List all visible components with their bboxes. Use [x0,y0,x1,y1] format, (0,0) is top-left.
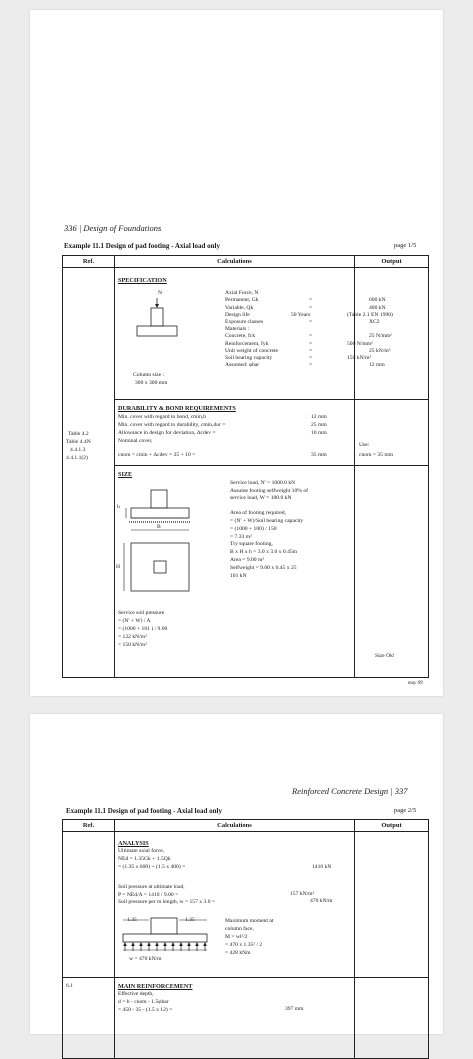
dim-H-label: H [116,564,121,571]
spec-label-2: Variable, Qk [225,304,254,311]
ref-column [63,268,115,678]
spec-sep-9: = [309,355,313,362]
column-size-value: 300 x 300 mm [135,380,168,387]
spec-label-4: Exposure classes [225,319,264,326]
column-footing-sketch [135,290,195,350]
spec-sep-10: = [309,362,313,369]
size-area-line-6: Area = 9.00 m² [230,557,265,564]
spec-value-10: 12 mm [369,362,385,369]
col-calc-header: Calculations [115,820,355,832]
size-area-line-4: Try square footing, [230,541,273,548]
section-analysis: ANALYSIS [118,840,149,848]
spec-label-8: Unit weight of concrete [225,347,278,354]
moment-line-0: Maximum moment at [225,918,274,925]
size-area-line-8: 101 kN [230,572,247,579]
analysis-line-2: = (1.35 x 600) + (1.5 x 400) = [118,864,186,871]
analysis-line-0: Ultimate axial force, [118,848,165,855]
col-ref-header: Ref. [63,820,115,832]
spec-value-8: 25 kN/m³ [369,347,391,354]
size-area-line-3: = 7.33 m² [230,533,252,540]
spec-sep-4: = [309,319,313,326]
section-durability: DURABILITY & BOND REQUIREMENTS [118,405,236,413]
page-header: 336 | Design of Foundations [64,223,162,233]
durability-value-2: 10 mm [311,430,327,437]
size-area-line-2: = (1000 + 100) / 150 [230,525,277,532]
spec-sep-2: = [309,304,313,311]
durability-line-0: Min. cover with regard to bond, cmin,b [118,414,207,421]
main-reinf-line-0: Effective depth, [118,991,154,998]
col-calc-header: Calculations [115,256,355,268]
ned-value: 1410 kN [312,864,332,871]
durability-value-1: 25 mm [311,422,327,429]
spec-sep-8: = [309,347,313,354]
section-main-reinforcement: MAIN REINFORCEMENT [118,983,193,991]
size-area-line-1: = (N' + W)/Soil bearing capacity [230,518,304,525]
line-load-value: 470 kN/m [310,898,333,905]
main-reinf-line-1: d = h - cnom - 1.5φbar [118,999,169,1006]
nominal-cover-formula: cnom = cmin + Δcdev = 25 + 10 = [118,452,196,459]
col-output-header: Output [355,256,429,268]
output-column [347,268,429,678]
size-pressure-line-0: Service soil pressure [118,610,165,617]
spec-label-6: Concrete, fck [225,333,256,340]
column-size-label: Column size : [133,372,165,379]
pressure-line-1: P = NEd/A = 1410 / 9.00 = [118,891,179,898]
dim-right: 1.35 [185,917,195,924]
spec-value-2: 400 kN [369,304,386,311]
page-number: page 2/5 [394,807,417,814]
col-output-header: Output [355,820,429,832]
moment-line-3: = 470 x 1.35² / 2 [225,942,263,949]
spec-value-1: 600 kN [369,297,386,304]
pressure-line-2: Soil pressure per m length, w = 157 x 3.0 = [118,899,216,906]
size-pressure-line-4: < 150 kN/m² [118,642,147,649]
spec-sep-1: = [309,297,313,304]
size-area-line-7: Selfweight = 9.00 x 0.45 x 25 [230,564,297,571]
ref-6-1: 6.1 [66,983,73,990]
moment-line-2: M = wl²/2 [225,934,248,941]
use-value: cnom = 35 mm [359,452,394,459]
ref-table-4-4n: Table 4.4N [66,439,91,446]
durability-line-3: Nominal cover, [118,438,153,445]
size-service-line-0: Service load, N' = 1000.0 kN [230,480,296,487]
ref-table-4-2: Table 4.2 [68,431,89,438]
ref-4-4-1-3: 4.4.1.3 [70,447,86,454]
page-header: Reinforced Concrete Design | 337 [292,786,408,796]
pressure-value: 157 kN/m² [290,891,315,898]
signature-note: may 09 [408,681,423,686]
spec-value-3: (Table 2.1 EN 1990) [347,311,393,318]
spec-sep-3: 50 Years [291,311,311,318]
dim-b-label: B [157,524,161,531]
effective-depth-value: 397 mm [285,1006,304,1013]
page-336 [30,10,443,696]
axial-load-label: N [158,290,163,297]
spec-value-7: 500 N/mm² [347,340,373,347]
spec-label-9: Soil bearing capacity [225,355,273,362]
size-pressure-line-2: = (1000 + 101 ) / 9.00 [118,626,168,633]
main-reinf-line-2: = 450 - 35 - (1.5 x 12) = [118,1007,173,1014]
size-service-line-2: service load, W = 100.0 kN [230,495,292,502]
size-service-line-1: Assume footing selfweight 10% of [230,487,308,494]
durability-line-1: Min. cover with regard to durability, cmin,dur = [118,422,226,429]
spec-sep-7: = [309,340,313,347]
use-label: Use: [359,442,370,449]
calc-column [115,268,355,678]
spec-label-0: Axial Force, N [225,290,259,297]
spec-label-3: Design life [225,311,250,318]
section-size: SIZE [118,471,133,479]
page-number: page 1/5 [394,242,417,249]
calculation-table [62,255,429,678]
durability-line-2: Allowance in design for deviation, Δcdev = [118,430,216,437]
col-ref-header: Ref. [63,256,115,268]
page-337 [30,714,443,1034]
dim-h-label: h [117,504,120,511]
footing-elevation-plan-sketch [121,488,213,608]
spec-value-9: 150 kN/m² [347,355,372,362]
size-area-line-0: Area of footing required, [230,510,286,517]
spec-label-1: Permanent, Gk [225,297,259,304]
moment-line-1: column face, [225,926,254,933]
pressure-line-0: Soil pressure at ultimate load, [118,884,185,891]
size-pressure-line-1: = (N' + W) / A [118,618,151,625]
spec-label-5: Materials : [225,326,250,333]
size-area-line-5: B x H x h = 3.0 x 3.0 x 0.45m [230,549,298,556]
spec-value-6: 25 N/mm² [369,333,392,340]
example-title: Example 11.1 Design of pad footing - Axial load only [66,807,222,815]
ref-4-4-1-1: 4.4.1.1(2) [66,455,88,462]
spec-sep-6: = [309,333,313,340]
dim-left: 1.35 [127,917,137,924]
size-ok-output: Size Ok! [375,653,395,660]
moment-line-4: = 428 kNm [225,950,251,957]
section-specification: SPECIFICATION [118,277,167,285]
spec-label-10: Assumed: φbar [225,362,260,369]
size-pressure-line-3: = 122 kN/m² [118,634,147,641]
example-title: Example 11.1 Design of pad footing - Axial load only [64,242,220,250]
nominal-cover-value: 35 mm [311,452,327,459]
spec-label-7: Reinforcement, fyk [225,340,269,347]
calculation-table [62,819,429,1059]
durability-value-0: 12 mm [311,414,327,421]
spec-value-4: XC2 [369,319,380,326]
w-label: w = 470 kN/m [129,956,162,963]
analysis-line-1: NEd = 1.35Gk + 1.5Qk [118,856,171,863]
